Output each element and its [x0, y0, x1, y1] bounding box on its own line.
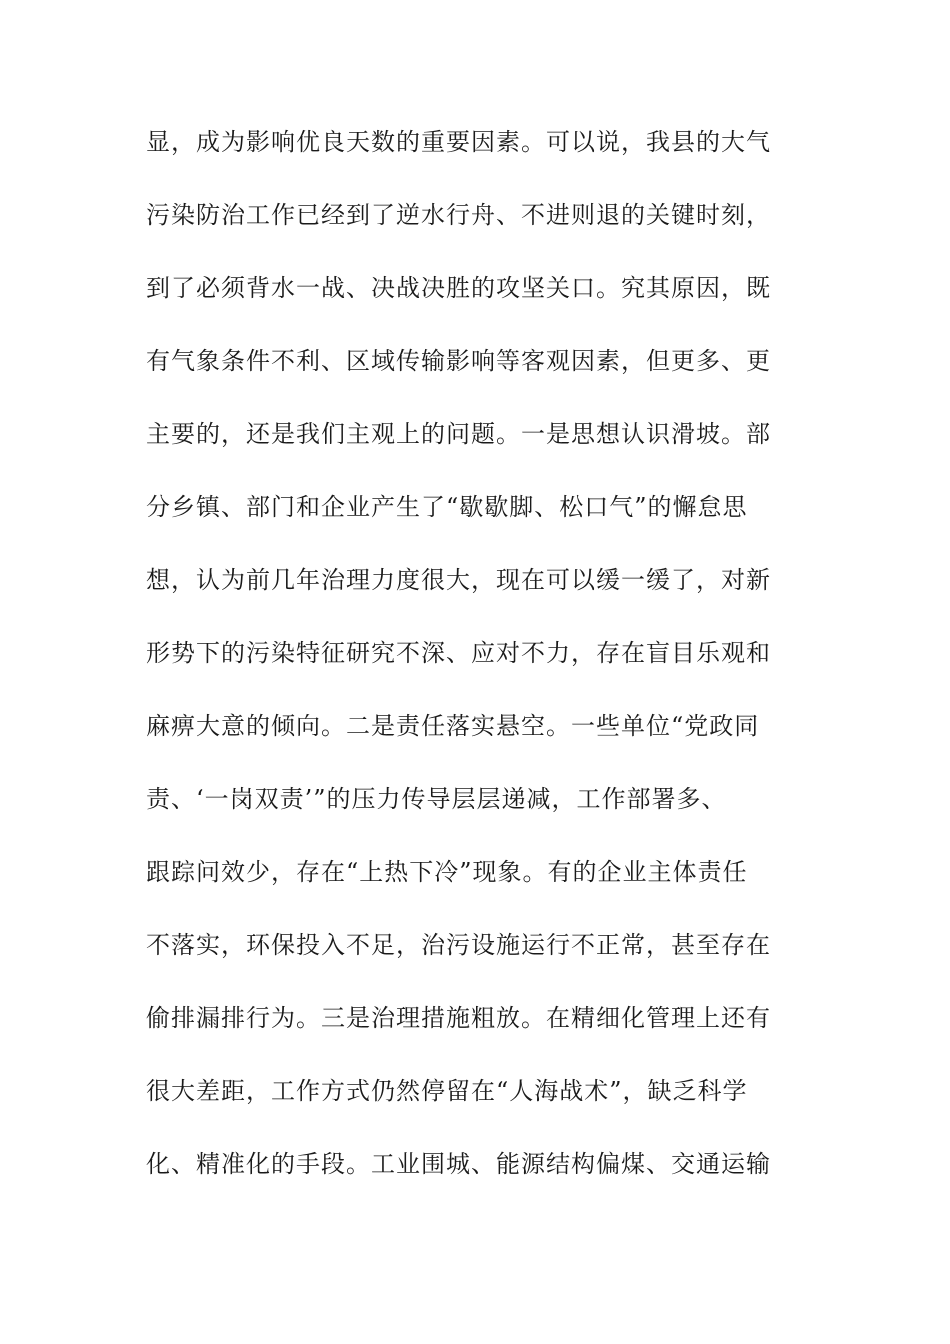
text-line: 不落实，环保投入不足，治污设施运行不正常，甚至存在: [146, 931, 771, 959]
text-line: 到了必须背水一战、决战决胜的攻坚关口。究其原因，既: [146, 274, 771, 302]
text-line: 形势下的污染特征研究不深、应对不力，存在盲目乐观和: [146, 639, 771, 667]
body-text: [146, 118, 786, 1213]
text-line: 偷排漏排行为。三是治理措施粗放。在精细化管理上还有: [146, 1004, 771, 1032]
text-line: 跟踪问效少，存在“上热下冷”现象。有的企业主体责任: [146, 858, 748, 886]
text-line: 化、精准化的手段。工业围城、能源结构偏煤、交通运输: [146, 1150, 771, 1178]
text-line: 分乡镇、部门和企业产生了“歇歇脚、松口气”的懈怠思: [146, 493, 748, 521]
text-line: 主要的，还是我们主观上的问题。一是思想认识滑坡。部: [146, 420, 771, 448]
text-line: 责、‘一岗双责’”的压力传导层层递减，工作部署多、: [146, 785, 727, 813]
text-line: 很大差距，工作方式仍然停留在“人海战术”，缺乏科学: [146, 1077, 748, 1105]
text-line: 想，认为前几年治理力度很大，现在可以缓一缓了，对新: [146, 566, 771, 594]
text-line: 有气象条件不利、区域传输影响等客观因素，但更多、更: [146, 347, 771, 375]
text-line: 污染防治工作已经到了逆水行舟、不进则退的关键时刻，: [146, 201, 771, 229]
text-line: 麻痹大意的倾向。二是责任落实悬空。一些单位“党政同: [146, 712, 760, 740]
text-line: 显，成为影响优良天数的重要因素。可以说，我县的大气: [146, 128, 771, 156]
